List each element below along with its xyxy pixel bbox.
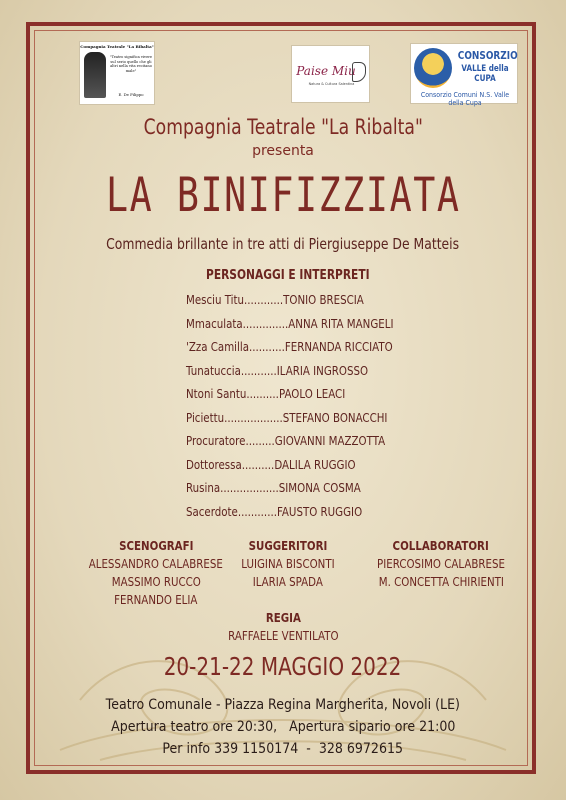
actor-portrait-icon (84, 52, 106, 98)
cast-actor: PAOLO LEACI (278, 386, 346, 401)
consorzio-line1: CONSORZIO (457, 50, 518, 62)
venue-line: Teatro Comunale - Piazza Regina Margherita, Novoli (LE) (105, 697, 461, 713)
cast-actor: TONIO BRESCIA (283, 292, 364, 307)
cast-row (186, 363, 408, 378)
salento-map-icon (352, 62, 366, 82)
ribalta-logo-title: Compagnia Teatrale "La Ribalta" (80, 44, 154, 49)
collaboratori-name: PIERCOSIMO CALABRESE (377, 556, 505, 571)
consorzio-line2: VALLE della CUPA (461, 64, 509, 84)
scenografi-name: MASSIMO RUCCO (111, 574, 201, 589)
regia-heading: REGIA (265, 610, 301, 625)
cast-role: Piciettu.................. (186, 409, 283, 425)
scenografi-name: FERNANDO ELIA (114, 592, 198, 607)
suggeritori-heading: SUGGERITORI (248, 538, 328, 553)
paise-miu-name: Paise Miu (296, 64, 356, 78)
cast-role: Tunatuccia........... (186, 362, 277, 378)
collaboratori-heading: COLLABORATORI (392, 538, 490, 553)
paise-miu-logo (291, 45, 370, 103)
presenta-label: presenta (252, 143, 314, 159)
cast-actor: ANNA RITA MANGELI (288, 315, 394, 331)
cast-role: Procuratore......... (186, 433, 275, 448)
contact-line: Per info 339 1150174 - 328 6972615 (162, 741, 404, 757)
consorzio-sub: Consorzio Comuni N.S. Valle della Cupa (420, 91, 510, 107)
company-name: Compagnia Teatrale "La Ribalta" (143, 115, 423, 139)
cast-actor: ILARIA INGROSSO (276, 362, 369, 378)
ribalta-logo-author: E. De Filippo (118, 92, 144, 97)
cast-heading: PERSONAGGI E INTERPRETI (206, 268, 370, 283)
cast-role: Dottoressa.......... (186, 456, 275, 472)
collaboratori-name: M. CONCETTA CHIRIENTI (378, 574, 504, 589)
cast-actor: FERNANDA RICCIATO (284, 339, 393, 354)
paise-miu-tagline: Natura & Cultura Salentina (308, 82, 355, 86)
ribalta-logo-quote: "Teatro significa vivere sul serio quello che gli altri nella vita recitano male" (109, 55, 153, 73)
cast-actor: GIOVANNI MAZZOTTA (274, 433, 386, 448)
ribalta-logo (79, 41, 155, 105)
play-subtitle: Commedia brillante in tre atti di Piergiuseppe De Matteis (106, 235, 460, 253)
cast-role: Ntoni Santu.......... (186, 386, 279, 401)
cast-actor: DALILA RUGGIO (274, 456, 356, 472)
cast-role: 'Zza Camilla........... (186, 339, 285, 354)
consorzio-logo (410, 43, 518, 107)
cast-role: Mmaculata.............. (186, 315, 289, 331)
cast-row (186, 410, 432, 425)
performance-dates: 20-21-22 MAGGIO 2022 (164, 652, 402, 681)
cast-row (186, 433, 429, 448)
cast-row (186, 386, 380, 401)
scenografi-name: ALESSANDRO CALABRESE (88, 556, 224, 571)
cast-row (186, 339, 438, 354)
play-title: LA BINIFIZZIATA (105, 168, 461, 223)
cast-role: Rusina.................. (186, 480, 279, 495)
cast-row (186, 316, 439, 331)
suggeritori-name: LUIGINA BISCONTI (241, 556, 335, 571)
cast-row (186, 292, 403, 307)
consorzio-emblem-icon (414, 48, 452, 88)
cast-row (186, 504, 401, 519)
hours-line: Apertura teatro ore 20:30, Apertura sipario ore 21:00 (110, 719, 456, 735)
cast-actor: STEFANO BONACCHI (282, 409, 388, 425)
cast-role: Sacerdote............ (186, 503, 277, 519)
cast-row (186, 480, 399, 495)
cast-actor: SIMONA COSMA (278, 480, 361, 495)
cast-row (186, 457, 393, 472)
suggeritori-name: ILARIA SPADA (252, 574, 324, 589)
regia-name: RAFFAELE VENTILATO (227, 628, 339, 643)
cast-role: Mesciu Titu............ (186, 292, 284, 307)
scenografi-heading: SCENOGRAFI (118, 538, 194, 553)
cast-actor: FAUSTO RUGGIO (276, 503, 363, 519)
